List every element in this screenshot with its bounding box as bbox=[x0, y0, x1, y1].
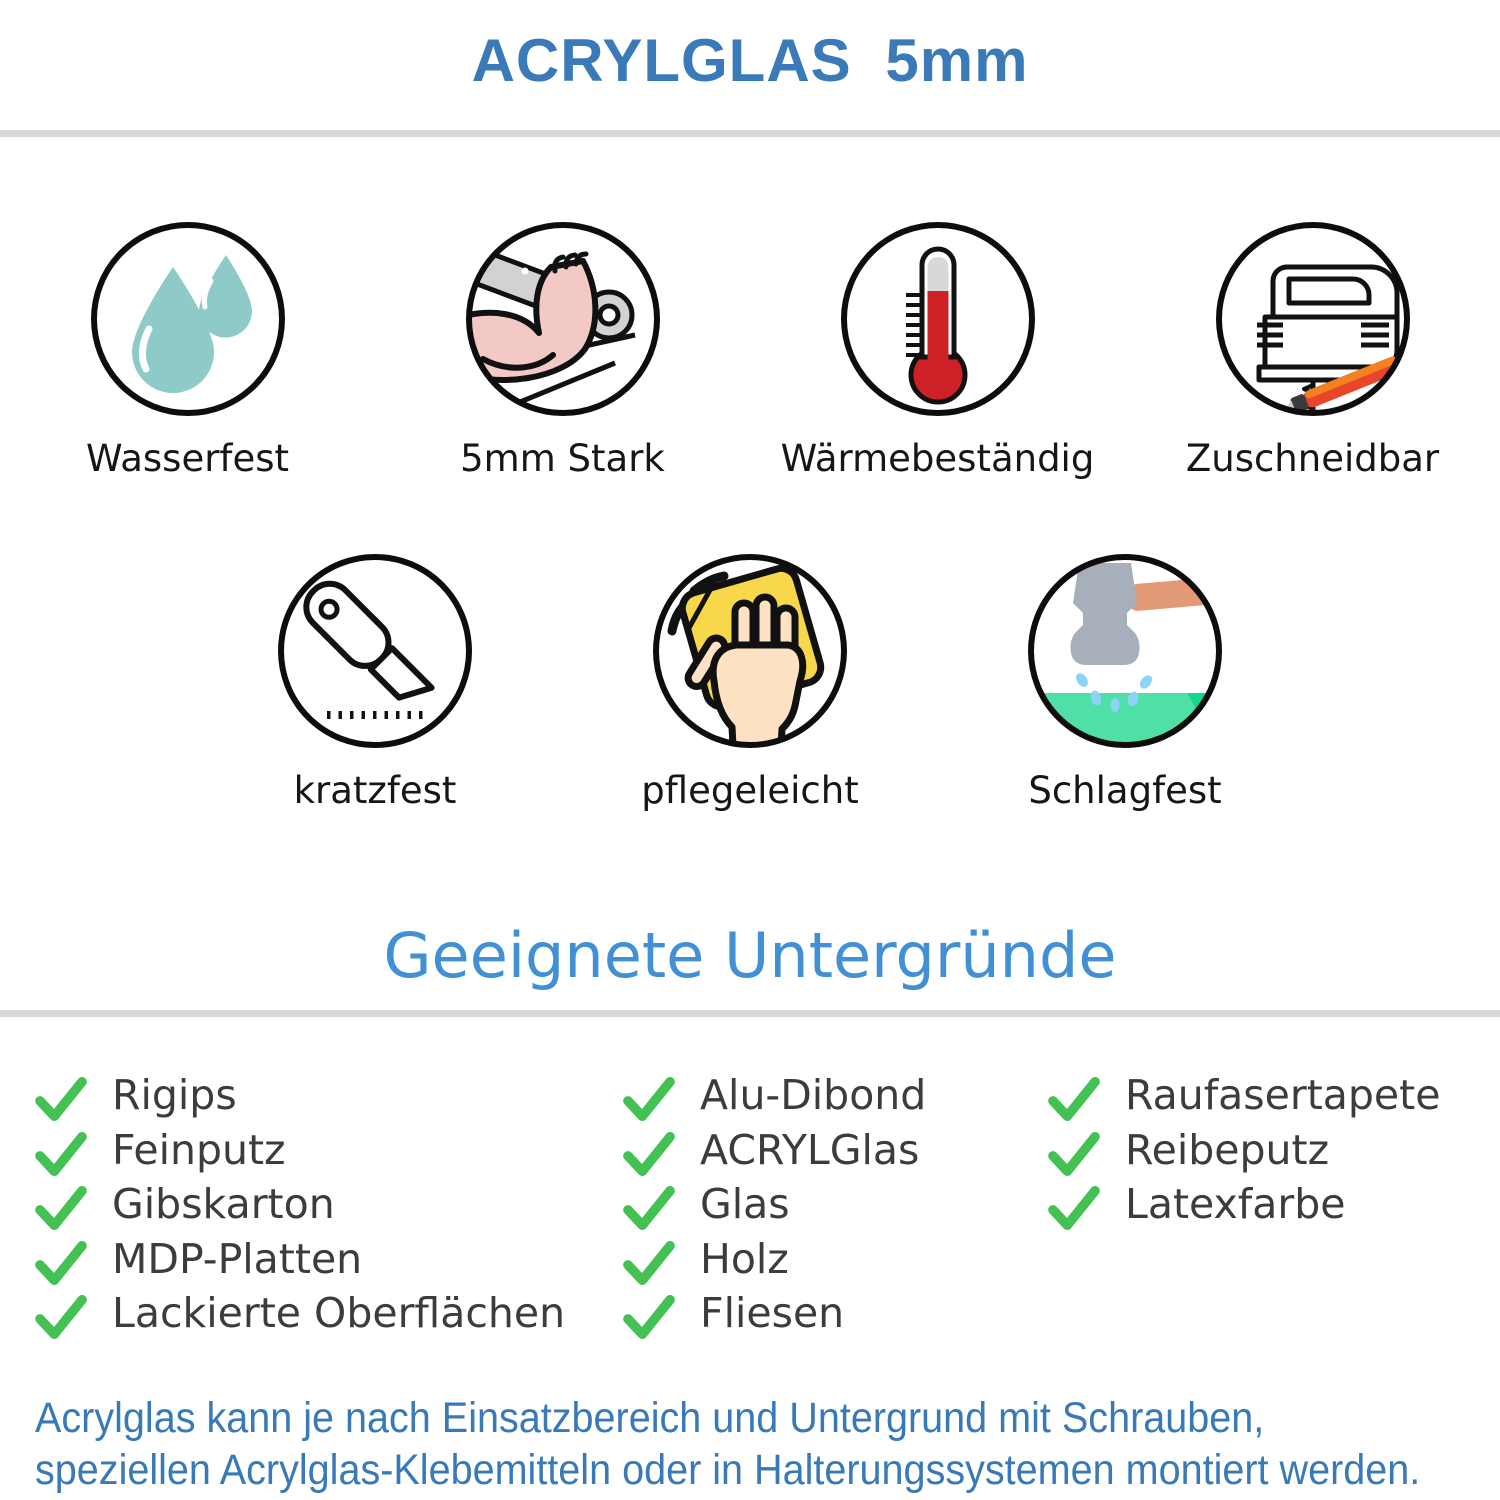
water-drops-icon bbox=[88, 219, 288, 419]
check-icon bbox=[35, 1241, 87, 1285]
substrates-column-1 bbox=[35, 1068, 565, 1341]
substrate-label: Fliesen bbox=[700, 1289, 845, 1338]
substrate-item bbox=[35, 1232, 565, 1287]
substrate-item bbox=[623, 1286, 926, 1341]
substrate-label: Holz bbox=[700, 1234, 789, 1283]
substrate-label: Lackierte Oberflächen bbox=[112, 1289, 566, 1338]
substrate-label: MDP-Platten bbox=[112, 1234, 363, 1283]
substrate-item bbox=[623, 1123, 926, 1178]
substrates-column-3 bbox=[1048, 1068, 1440, 1232]
feature-label: Wärmebeständig bbox=[780, 437, 1095, 480]
substrate-label: Latexfarbe bbox=[1125, 1180, 1346, 1229]
substrate-label: Raufasertapete bbox=[1125, 1071, 1441, 1120]
substrate-item bbox=[1048, 1177, 1440, 1232]
utility-knife-icon bbox=[275, 551, 475, 751]
divider-top bbox=[0, 130, 1500, 137]
feature-label: Zuschneidbar bbox=[1185, 437, 1440, 480]
feature-5mm-stark bbox=[375, 219, 750, 480]
muscle-arm-icon bbox=[463, 219, 663, 419]
substrates-list bbox=[0, 1068, 1500, 1368]
substrate-item bbox=[35, 1177, 565, 1232]
wiping-hand-icon bbox=[650, 551, 850, 751]
substrate-item bbox=[1048, 1123, 1440, 1178]
substrate-label: Gibskarton bbox=[112, 1180, 335, 1229]
substrate-label: Reibeputz bbox=[1125, 1125, 1330, 1174]
substrate-item bbox=[35, 1123, 565, 1178]
footer-line-2: speziellen Acrylglas-Klebemitteln oder in Halterungssystemen montiert werden. bbox=[35, 1446, 1421, 1494]
feature-wasserfest bbox=[0, 219, 375, 480]
check-icon bbox=[623, 1186, 675, 1230]
substrate-item bbox=[623, 1232, 926, 1287]
feature-label: Schlagfest bbox=[1028, 769, 1222, 812]
feature-label: kratzfest bbox=[293, 769, 457, 812]
check-icon bbox=[623, 1241, 675, 1285]
substrate-label: Feinputz bbox=[112, 1125, 286, 1174]
divider-middle bbox=[0, 1010, 1500, 1017]
section-title: Geeignete Untergründe bbox=[383, 919, 1117, 992]
substrate-item bbox=[1048, 1068, 1440, 1123]
features-row-2 bbox=[0, 551, 1500, 812]
footer-note bbox=[35, 1392, 1500, 1496]
substrate-item bbox=[35, 1068, 565, 1123]
check-icon bbox=[35, 1077, 87, 1121]
check-icon bbox=[623, 1132, 675, 1176]
feature-schlagfest bbox=[938, 551, 1313, 812]
check-icon bbox=[1048, 1077, 1100, 1121]
substrate-label: Rigips bbox=[112, 1071, 237, 1120]
feature-label: pflegeleicht bbox=[641, 769, 859, 812]
thermometer-icon bbox=[838, 219, 1038, 419]
substrate-label: ACRYLGlas bbox=[700, 1125, 920, 1174]
substrate-item bbox=[35, 1286, 565, 1341]
substrate-label: Alu-Dibond bbox=[700, 1071, 927, 1120]
check-icon bbox=[35, 1132, 87, 1176]
feature-kratzfest bbox=[188, 551, 563, 812]
feature-zuschneidbar bbox=[1125, 219, 1500, 480]
check-icon bbox=[35, 1186, 87, 1230]
feature-label: Wasserfest bbox=[86, 437, 289, 480]
substrates-column-2 bbox=[623, 1068, 926, 1341]
check-icon bbox=[623, 1295, 675, 1339]
check-icon bbox=[1048, 1132, 1100, 1176]
features-row-1 bbox=[0, 219, 1500, 480]
hammer-icon bbox=[1025, 551, 1225, 751]
check-icon bbox=[623, 1077, 675, 1121]
substrate-item bbox=[623, 1177, 926, 1232]
feature-waermebestaendig bbox=[750, 219, 1125, 480]
jigsaw-icon bbox=[1213, 219, 1413, 419]
feature-pflegeleicht bbox=[563, 551, 938, 812]
substrate-item bbox=[623, 1068, 926, 1123]
check-icon bbox=[35, 1295, 87, 1339]
substrate-label: Glas bbox=[700, 1180, 790, 1229]
footer-line-1: Acrylglas kann je nach Einsatzbereich und Untergrund mit Schrauben, bbox=[35, 1394, 1265, 1442]
feature-label: 5mm Stark bbox=[460, 437, 665, 480]
check-icon bbox=[1048, 1186, 1100, 1230]
page-title: ACRYLGLAS 5mm bbox=[471, 27, 1029, 94]
